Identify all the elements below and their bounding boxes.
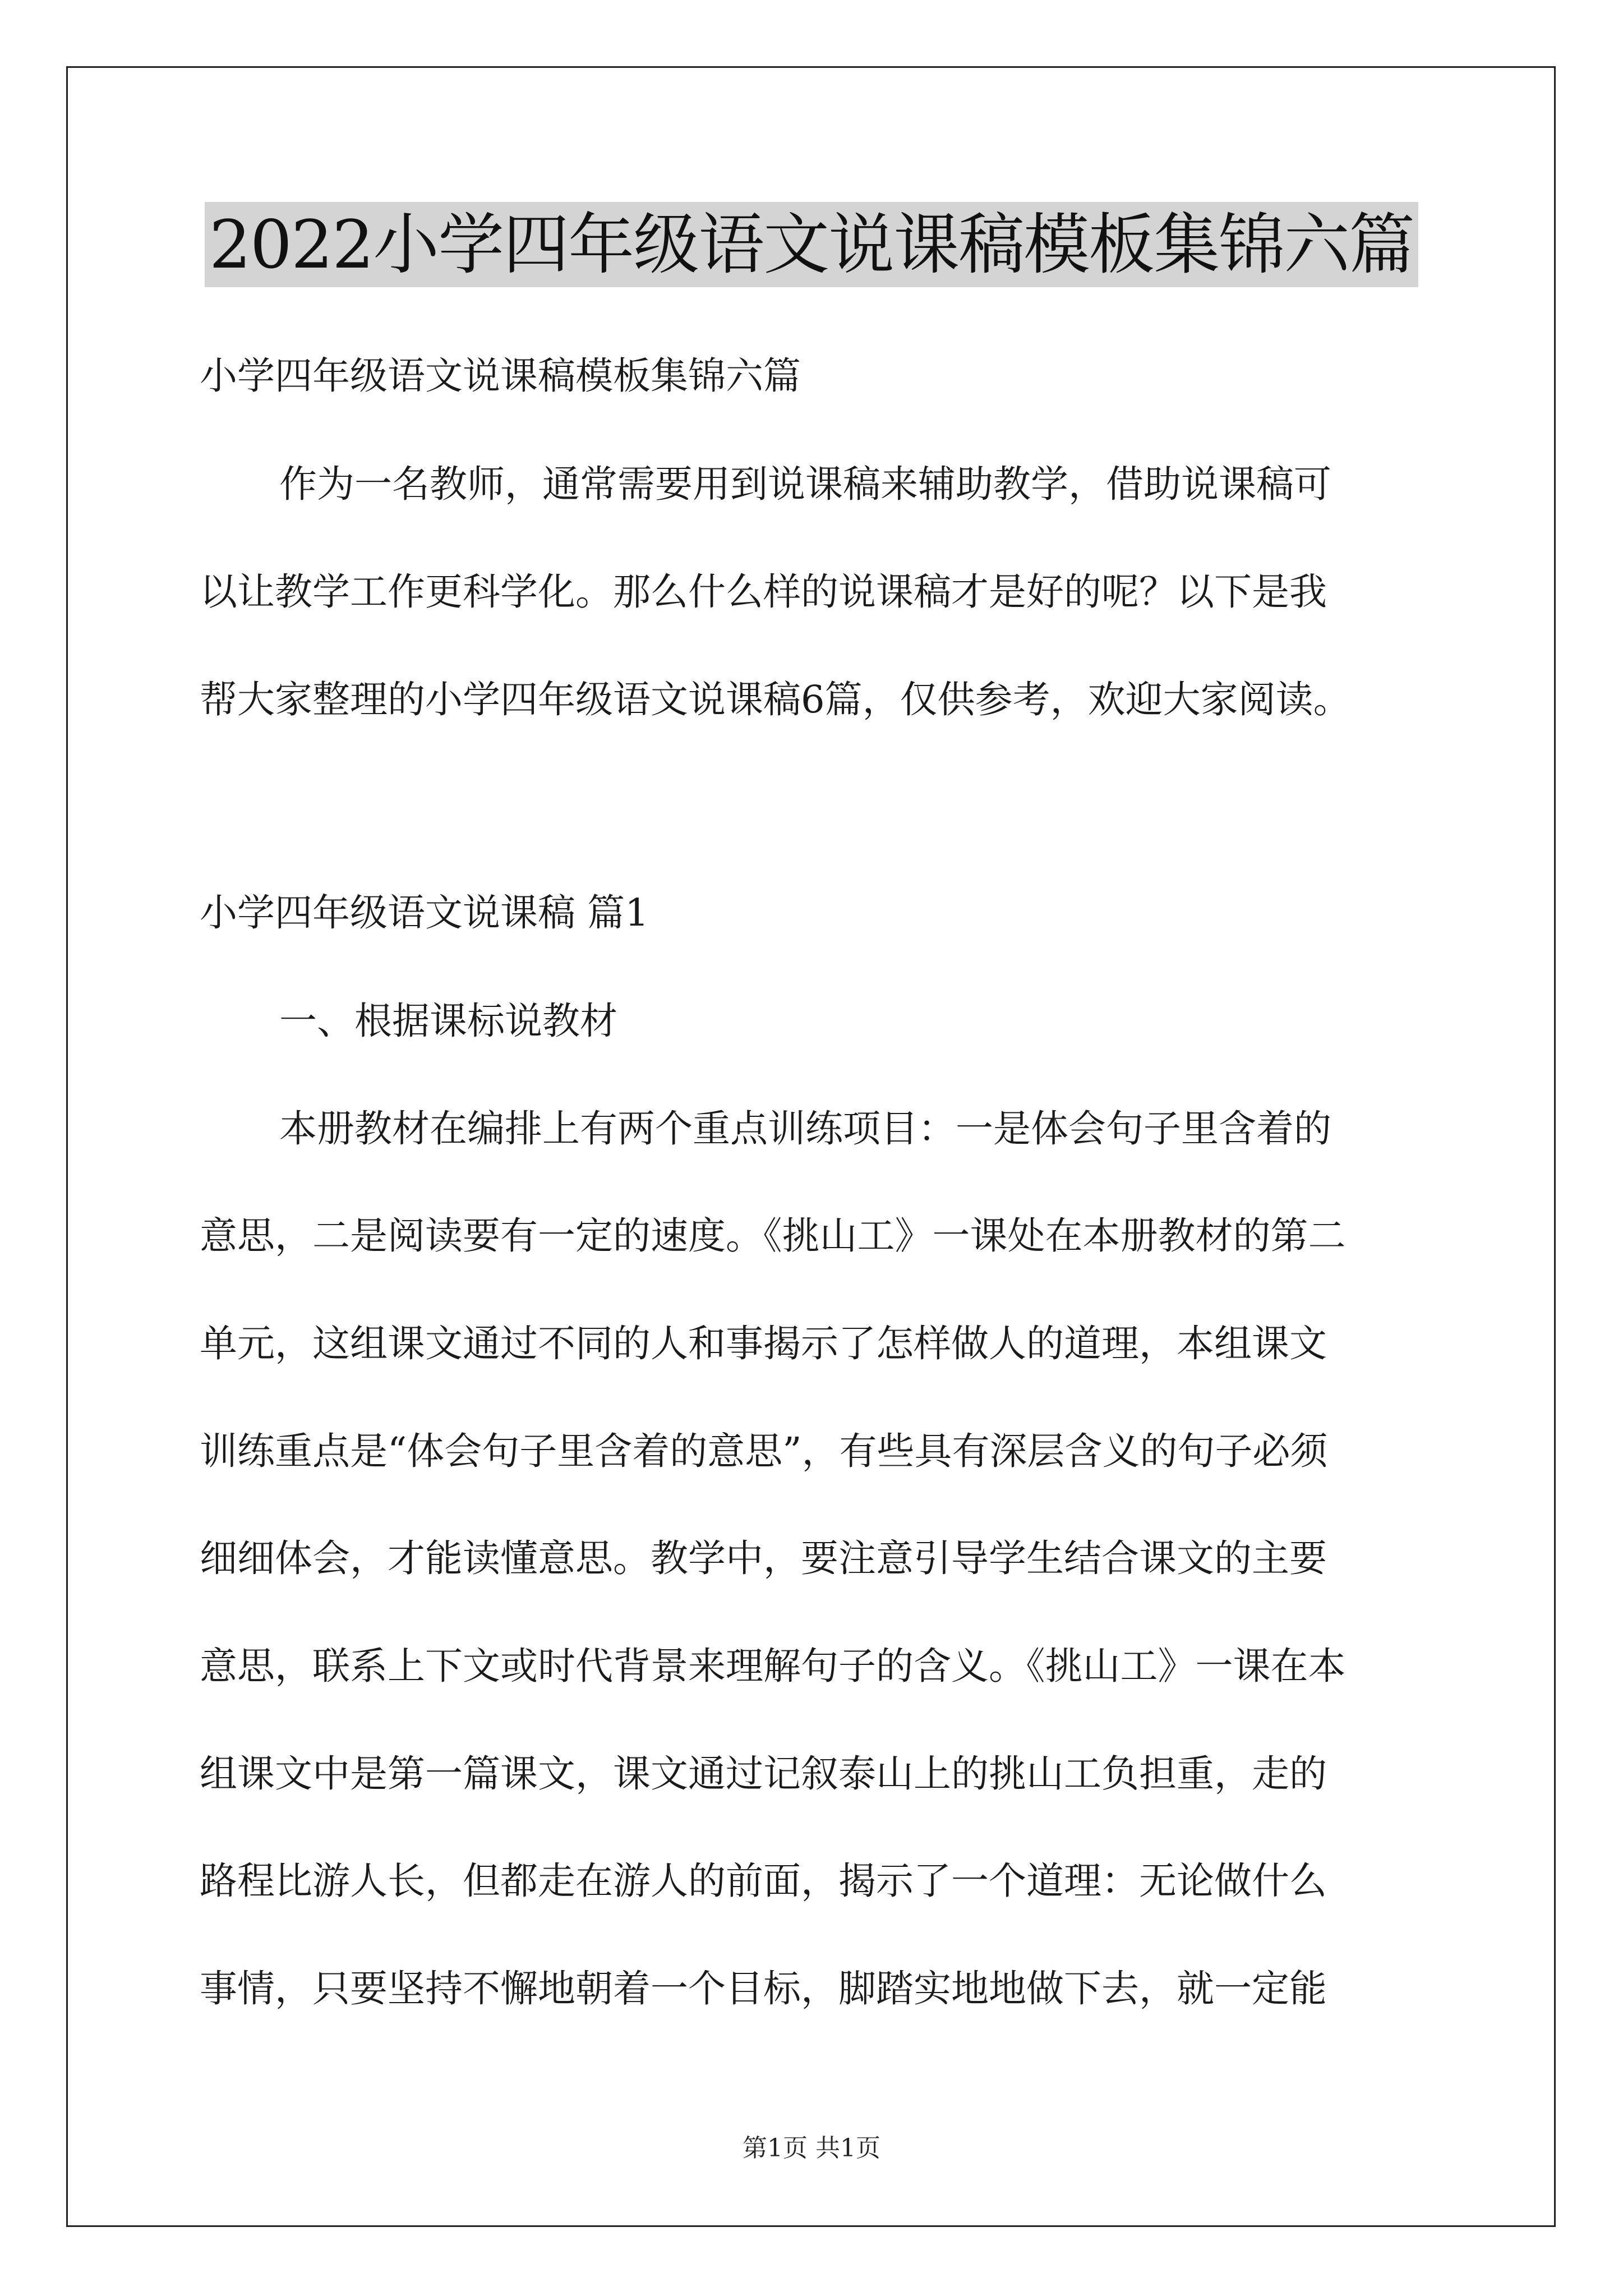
body-line: 组课文中是第一篇课文，课文通过记叙泰山上的挑山工负担重，走的 bbox=[200, 1752, 1327, 1796]
body-line: 路程比游人长，但都走在游人的前面，揭示了一个道理：无论做什么 bbox=[200, 1859, 1327, 1903]
body-line: 意思，二是阅读要有一定的速度。《挑山工》一课处在本册教材的第二 bbox=[200, 1214, 1346, 1258]
document-title bbox=[0, 202, 1623, 287]
intro-line: 作为一名教师，通常需要用到说课稿来辅助教学，借助说课稿可 bbox=[279, 462, 1331, 506]
body-line: 训练重点是“体会句子里含着的意思”，有些具有深层含义的句子必须 bbox=[200, 1429, 1328, 1473]
subsection-heading: 一、根据课标说教材 bbox=[279, 999, 617, 1043]
body-line: 细细体会，才能读懂意思。教学中，要注意引导学生结合课文的主要 bbox=[200, 1536, 1327, 1580]
page-footer: 第1页 共1页 bbox=[743, 2134, 880, 2162]
body-line: 单元，这组课文通过不同的人和事揭示了怎样做人的道理，本组课文 bbox=[200, 1322, 1327, 1365]
document-title-text: 2022小学四年级语文说课稿模板集锦六篇 bbox=[205, 202, 1418, 287]
document-subtitle: 小学四年级语文说课稿模板集锦六篇 bbox=[200, 354, 801, 398]
body-line: 事情，只要坚持不懈地朝着一个目标，脚踏实地地做下去，就一定能 bbox=[200, 1967, 1327, 2010]
body-line: 本册教材在编排上有两个重点训练项目：一是体会句子里含着的 bbox=[279, 1107, 1331, 1151]
intro-line: 以让教学工作更科学化。那么什么样的说课稿才是好的呢？以下是我 bbox=[200, 570, 1327, 614]
intro-line: 帮大家整理的小学四年级语文说课稿6篇，仅供参考，欢迎大家阅读。 bbox=[200, 678, 1351, 721]
section-heading: 小学四年级语文说课稿 篇1 bbox=[200, 891, 649, 935]
body-line: 意思，联系上下文或时代背景来理解句子的含义。《挑山工》一课在本 bbox=[200, 1644, 1346, 1688]
